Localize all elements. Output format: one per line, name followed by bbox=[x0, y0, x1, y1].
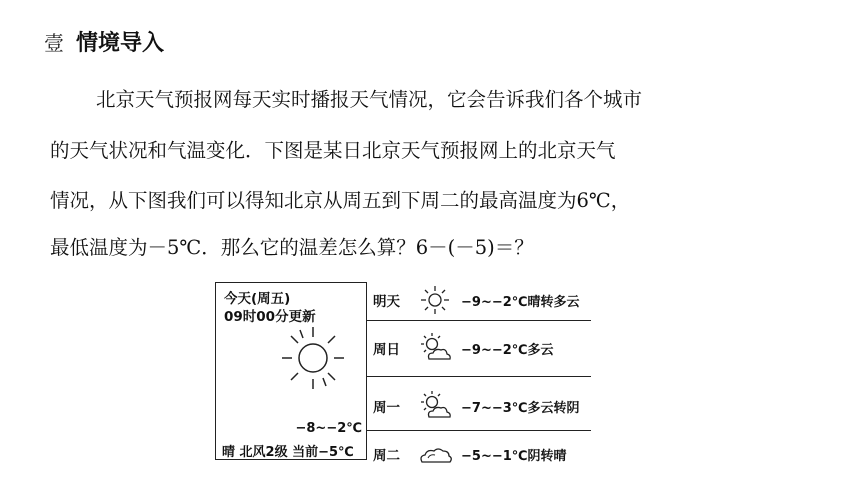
today-temp-range: −8~−2℃ bbox=[295, 421, 362, 436]
today-current-info: 晴 北风2级 当前−5℃ bbox=[222, 445, 354, 460]
forecast-day: 周一 bbox=[373, 400, 400, 416]
paragraph-line-3: 情况，从下图我们可以得知北京从周五到下周二的最高温度为6℃， bbox=[50, 189, 631, 212]
row-divider bbox=[367, 430, 591, 431]
cloud-icon bbox=[415, 438, 455, 470]
paragraph-line-1: 北京天气预报网每天实时播报天气情况，它会告诉我们各个城市 bbox=[96, 88, 643, 111]
forecast-row bbox=[373, 438, 567, 470]
sun-icon bbox=[278, 323, 348, 397]
update-time: 09时00分更新 bbox=[224, 309, 316, 325]
paragraph-line-4: 最低温度为－5℃．那么它的温差怎么算？6－(－5)＝？ bbox=[50, 236, 534, 259]
partly-cloudy-icon bbox=[415, 390, 455, 422]
forecast-temp: −7~−3℃多云转阴 bbox=[461, 400, 580, 416]
forecast-day: 明天 bbox=[373, 294, 400, 310]
section-title: 情境导入 bbox=[76, 31, 165, 56]
forecast-row bbox=[373, 284, 580, 316]
section-heading bbox=[44, 26, 164, 57]
forecast-day: 周日 bbox=[373, 342, 400, 358]
sun-icon bbox=[415, 284, 455, 316]
section-number: 壹 bbox=[44, 31, 64, 55]
forecast-row bbox=[373, 332, 554, 364]
partly-cloudy-icon bbox=[415, 332, 455, 364]
forecast-temp: −9~−2℃晴转多云 bbox=[461, 294, 580, 310]
forecast-temp: −5~−1℃阴转晴 bbox=[461, 448, 567, 464]
row-divider bbox=[367, 376, 591, 377]
today-weather-box bbox=[215, 282, 367, 460]
forecast-row bbox=[373, 390, 580, 422]
forecast-temp: −9~−2℃多云 bbox=[461, 342, 554, 358]
forecast-day: 周二 bbox=[373, 448, 400, 464]
row-divider bbox=[367, 320, 591, 321]
paragraph-line-2: 的天气状况和气温变化．下图是某日北京天气预报网上的北京天气 bbox=[50, 139, 616, 162]
today-label: 今天(周五) bbox=[224, 291, 291, 307]
